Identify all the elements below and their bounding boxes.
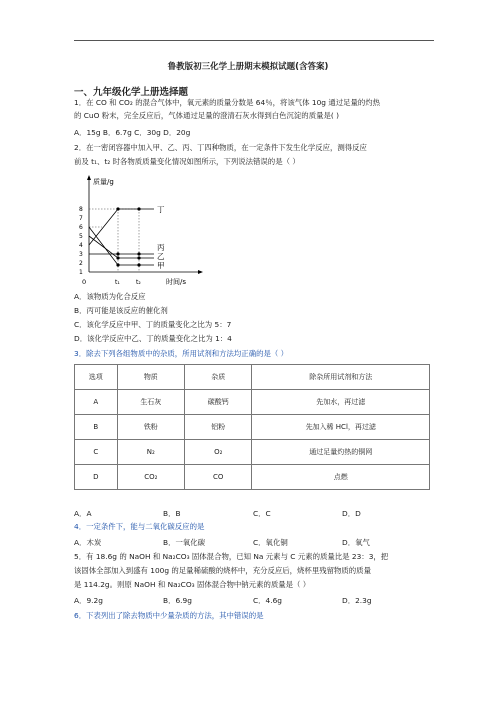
- point: [116, 263, 119, 266]
- q2-option-a: A．该物质为化合反应: [74, 292, 146, 301]
- q3-stem-text: 3．除去下列各组物质中的杂质，所用试剂和方法均正确的是（ ）: [74, 349, 288, 358]
- y-tick-labels: [79, 206, 83, 276]
- q5-answer: A．9.2g: [74, 596, 103, 605]
- y-tick: 7: [79, 215, 83, 222]
- table-cell: C: [75, 440, 118, 465]
- table-cell: 碳酸钙: [185, 390, 252, 415]
- origin-label: 0: [82, 278, 87, 286]
- x-axis-arrow: [198, 270, 203, 274]
- table-row: [75, 390, 430, 415]
- x-tick: t₂: [136, 279, 141, 286]
- q4-stem: 4．一定条件下，能与二氧化碳反应的是: [74, 522, 205, 531]
- point: [116, 252, 119, 255]
- table-cell: A: [75, 390, 118, 415]
- q5-answer: B．6.9g: [163, 596, 192, 605]
- q5-answer: D．2.3g: [342, 596, 372, 605]
- q5-answer: C．4.6g: [253, 596, 282, 605]
- q2-line2: 前及 t₁、t₂ 时各物质质量变化情况如图所示，下列说法错误的是（ ）: [74, 157, 300, 166]
- point: [116, 256, 119, 259]
- q2-line1: 2．在一密闭容器中加入甲、乙、丙、丁四种物质，在一定条件下发生化学反应，测得反应: [74, 143, 367, 152]
- table-header-row: [75, 365, 430, 390]
- q4-answer: C．氧化铜: [253, 538, 288, 547]
- table-row: [75, 415, 430, 440]
- table-header-cell: 杂质: [185, 365, 252, 390]
- page-title: 鲁教版初三化学上册期末模拟试题(含答案): [167, 62, 329, 72]
- y-tick: 6: [79, 224, 83, 231]
- q3-answer: A．A: [74, 509, 92, 518]
- table-cell: 通过足量灼热的铜网: [252, 440, 430, 465]
- q5-line2: 该固体全部加入到盛有 100g 的足量稀硫酸的烧杯中，充分反应后，烧杯里残留物质的质量: [74, 566, 371, 575]
- table-cell: 铁粉: [117, 415, 184, 440]
- table-row: [75, 465, 430, 490]
- table-cell: 先加入稀 HCl，再过滤: [252, 415, 430, 440]
- table-row: [75, 440, 430, 465]
- q4-answer: A．木炭: [74, 538, 102, 547]
- section-heading: 一、九年级化学上册选择题: [74, 87, 189, 98]
- table-cell: 先加水，再过滤: [252, 390, 430, 415]
- table-cell: D: [75, 465, 118, 490]
- table-header-cell: 除杂所用试剂和方法: [252, 365, 430, 390]
- point: [137, 256, 140, 259]
- q2-option-b: B．丙可能是该反应的催化剂: [74, 306, 168, 315]
- header-rule: [74, 40, 434, 41]
- q4-answer: D．氧气: [342, 538, 370, 547]
- mass-time-graph: [74, 172, 204, 288]
- y-tick: 5: [79, 233, 83, 240]
- table-cell: 生石灰: [117, 390, 184, 415]
- q3-table: [74, 364, 430, 490]
- q3-stem: [74, 349, 288, 359]
- y-tick: 2: [79, 260, 83, 267]
- y-axis-arrow: [87, 175, 91, 180]
- q1-line2: 的 CuO 粉末，完全反应后，气体通过足量的澄清石灰水得到白色沉淀的质量是( ): [74, 111, 339, 120]
- q1-options: A．15g B．6.7g C．30g D．20g: [74, 128, 191, 137]
- q5-line3: 是 114.2g。则原 NaOH 和 Na₂CO₃ 固体混合物中钠元素的质量是（ ）: [74, 580, 311, 589]
- q4-answer: B．一氧化碳: [163, 538, 206, 547]
- table-header-cell: 物质: [117, 365, 184, 390]
- x-axis-label: 时间/s: [166, 278, 187, 286]
- y-axis-label: 质量/g: [93, 178, 114, 186]
- q2-option-d: D．该化学反应中乙、丁的质量变化之比为 1：4: [74, 334, 232, 343]
- point: [116, 207, 119, 210]
- table-cell: CO: [185, 465, 252, 490]
- point: [137, 263, 140, 266]
- x-tick: t₁: [115, 279, 120, 286]
- table-header-cell: 选项: [75, 365, 118, 390]
- table-cell: B: [75, 415, 118, 440]
- q2-option-c: C．该化学反应中甲、丁的质量变化之比为 5：7: [74, 320, 232, 329]
- y-tick: 3: [79, 251, 83, 258]
- q3-answer: D．D: [342, 509, 361, 518]
- y-tick: 1: [79, 269, 83, 276]
- series-label-ding: 丁: [157, 205, 165, 214]
- table-cell: 点燃: [252, 465, 430, 490]
- series-label-yi: 乙: [157, 252, 165, 261]
- point: [137, 252, 140, 255]
- q3-answer: C．C: [253, 509, 271, 518]
- table-cell: O₂: [185, 440, 252, 465]
- table-cell: CO₂: [117, 465, 184, 490]
- series-label-jia: 甲: [157, 261, 165, 270]
- q6-stem: 6．下表列出了除去物质中少量杂质的方法，其中错误的是: [74, 611, 264, 620]
- y-tick: 8: [79, 206, 83, 213]
- q5-line1: 5．有 18.6g 的 NaOH 和 Na₂CO₃ 固体混合物，已知 Na 元素与 C 元素的质量比是 23：3，把: [74, 552, 389, 561]
- series-label-bing: 丙: [157, 243, 165, 252]
- y-tick: 4: [79, 242, 83, 249]
- q1-line1: 1．在 CO 和 CO₂ 的混合气体中，氧元素的质量分数是 64％，将该气体 10g 通过足量的灼热: [74, 98, 381, 107]
- table-cell: 铝粉: [185, 415, 252, 440]
- point: [137, 207, 140, 210]
- q3-answer: B．B: [163, 509, 181, 518]
- table-cell: N₂: [117, 440, 184, 465]
